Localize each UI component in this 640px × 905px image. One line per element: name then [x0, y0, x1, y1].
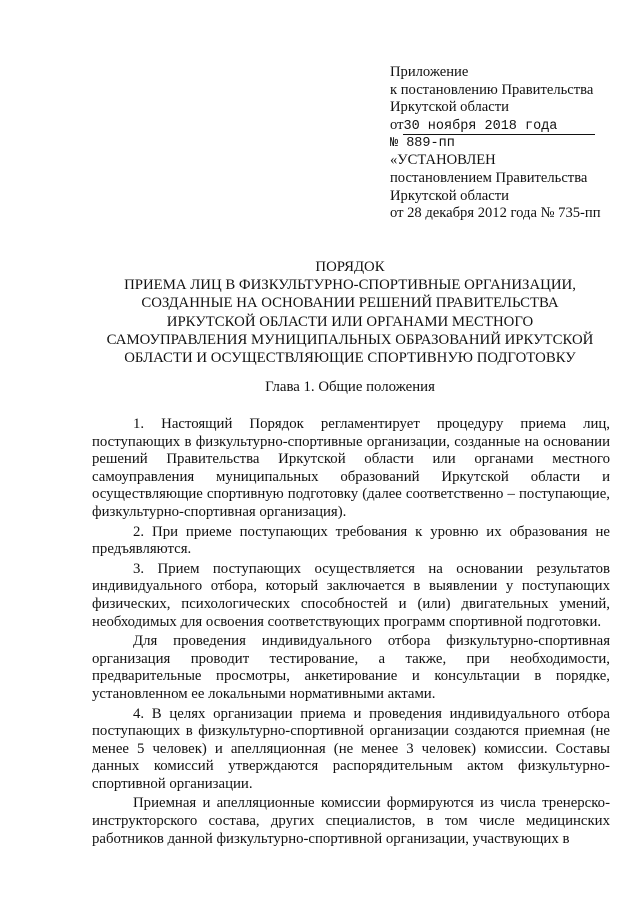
- chapter-heading: Глава 1. Общие положения: [265, 379, 435, 395]
- title-line-3: СОЗДАННЫЕ НА ОСНОВАНИИ РЕШЕНИЙ ПРАВИТЕЛЬСТВА: [141, 295, 559, 312]
- appendix-line-9: от 28 декабря 2012 года № 735-пп: [390, 205, 601, 222]
- paragraph-6: Приемная и апелляционные комиссии формируются из числа тренерско-инструкторского состава, других специалистов, в том числе медицинских работников данной физкультурно-спортивной организации, участвующих в: [92, 795, 610, 847]
- title-line-4: ИРКУТСКОЙ ОБЛАСТИ ИЛИ ОРГАНАМИ МЕСТНОГО: [166, 313, 534, 330]
- appendix-date-value: 30 ноября 2018 года: [403, 120, 595, 135]
- appendix-number: № 889-пп: [390, 135, 455, 151]
- appendix-block: [390, 64, 630, 223]
- title-line-6: ОБЛАСТИ И ОСУЩЕСТВЛЯЮЩИЕ СПОРТИВНУЮ ПОДГОТОВКУ: [124, 350, 576, 367]
- appendix-date-prefix: от: [390, 116, 404, 133]
- paragraph-3: 3. Прием поступающих осуществляется на основании результатов индивидуального отбора, который заключается в выявлении у поступающих физических, психологических способностей и (или) двигательных умений, необходимых для освоения соответствующих программ спортивной подготовки.: [92, 560, 610, 630]
- document-title: [85, 258, 615, 367]
- title-line-2: ПРИЕМА ЛИЦ В ФИЗКУЛЬТУРНО-СПОРТИВНЫЕ ОРГАНИЗАЦИИ,: [124, 277, 576, 294]
- appendix-line-8: Иркутской области: [390, 187, 509, 204]
- document-body: [92, 416, 610, 850]
- title-line-5: САМОУПРАВЛЕНИЯ МУНИЦИПАЛЬНЫХ ОБРАЗОВАНИЙ ИРКУТСКОЙ: [106, 331, 594, 348]
- appendix-line-1: Приложение: [390, 64, 469, 80]
- appendix-line-3: Иркутской области: [390, 99, 509, 116]
- appendix-line-6: «УСТАНОВЛЕН: [390, 152, 496, 169]
- appendix-line-7: постановлением Правительства: [390, 169, 588, 186]
- paragraph-1: 1. Настоящий Порядок регламентирует процедуру приема лиц, поступающих в физкультурно-спортивные организации, созданные на основании решений Правительства Иркутской области или органами местного самоуправления муниципальных образований Иркутской области и осуществляющие спортивную подготовку (далее соответственно – поступающие, физкультурно-спортивная организация).: [92, 416, 610, 520]
- paragraph-5: 4. В целях организации приема и проведения индивидуального отбора поступающих в физкультурно-спортивной организации создаются приемная (не менее 5 человек) и апелляционная (не менее 3 человек) комиссии. Составы данных комиссий утверждаются распорядительным актом физкультурно-спортивной организации.: [92, 705, 610, 792]
- paragraph-2: 2. При приеме поступающих требования к уровню их образования не предъявляются.: [92, 523, 610, 558]
- paragraph-4: Для проведения индивидуального отбора физкультурно-спортивная организация проводит тестирование, а также, при необходимости, предварительные просмотры, анкетирование и консультации в порядке, установленном ее локальными нормативными актами.: [92, 633, 610, 702]
- appendix-line-2: к постановлению Правительства: [390, 81, 594, 98]
- title-line-1: ПОРЯДОК: [315, 259, 385, 275]
- appendix-date-line: [390, 117, 630, 135]
